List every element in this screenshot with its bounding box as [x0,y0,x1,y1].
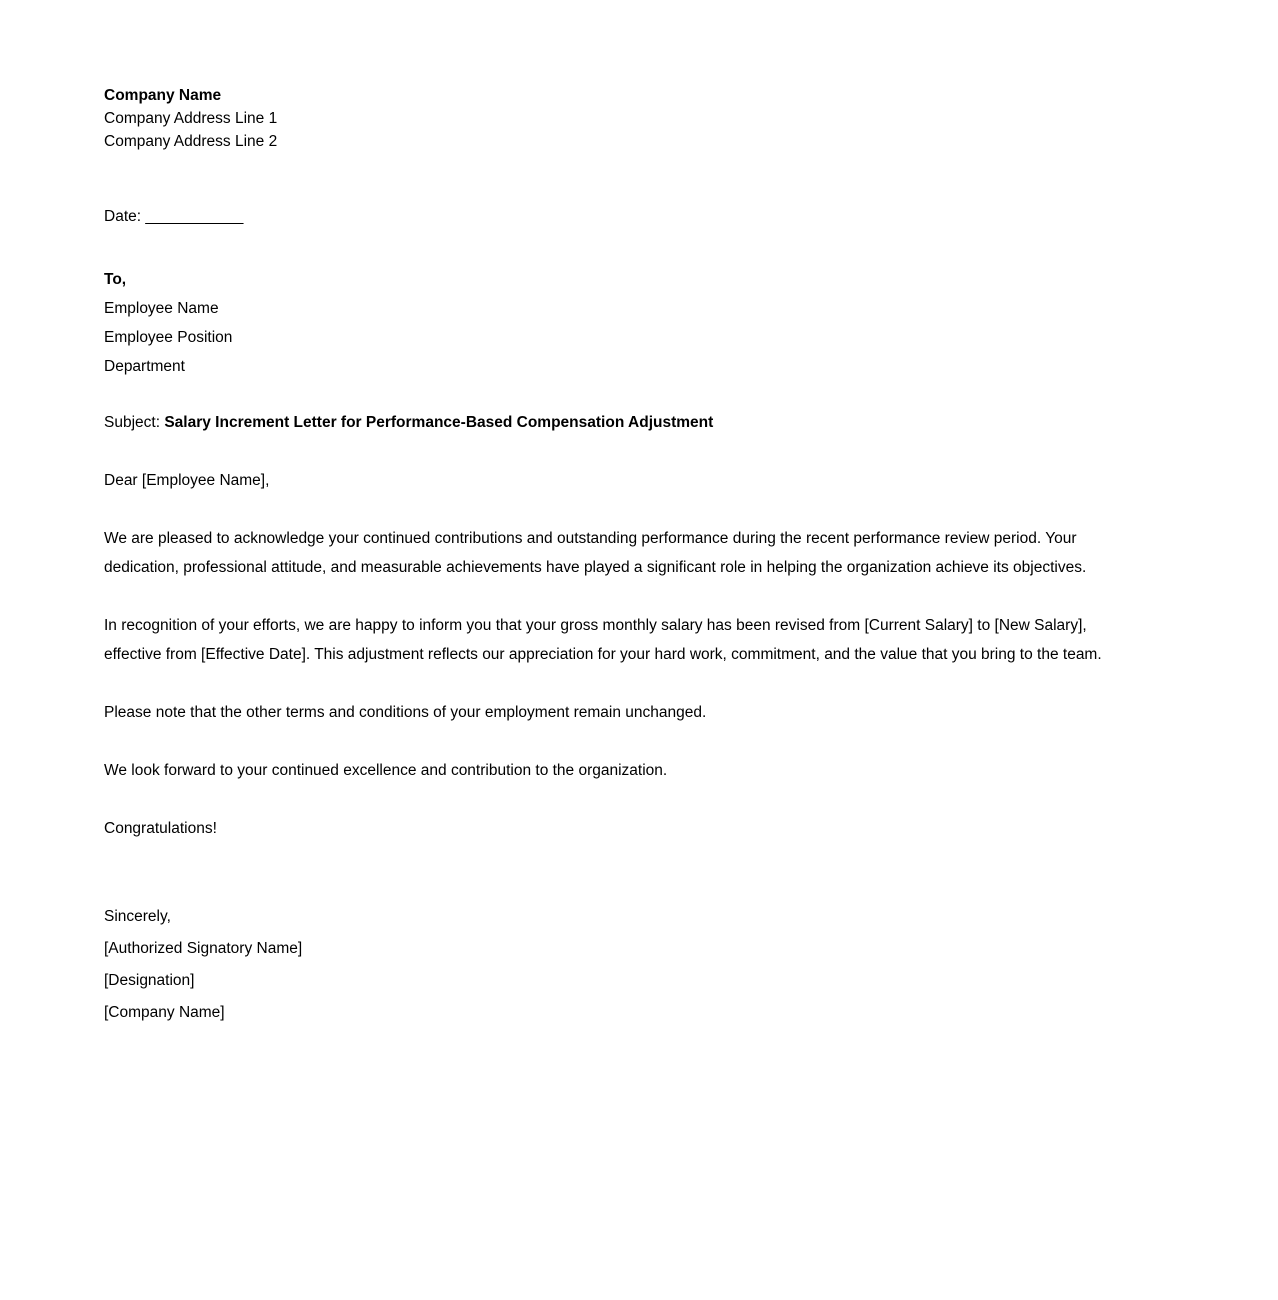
letter-body [104,84,1142,1029]
body-paragraph: We look forward to your continued excellence and contribution to the organization. [104,762,668,779]
body-paragraph: In recognition of your efforts, we are happy to inform you that your gross monthly salary has been revised from [Current Salary] to [New Salary], effective from [Effective Date]. This adjustment reflects our appreciation for your hard work, commitment, and the value that you bring to the team. [104,617,1102,663]
sender-address-line-1: Company Address Line 1 [104,110,278,127]
closing-valediction: Sincerely, [104,908,171,925]
closing-signatory-name: [Authorized Signatory Name] [104,940,303,957]
recipient-block [104,265,1142,381]
body-paragraph: Please note that the other terms and conditions of your employment remain unchanged. [104,704,707,721]
date-blank-rule[interactable]: ____________ [145,208,243,225]
recipient-employee-position: Employee Position [104,329,233,346]
body-paragraph: We are pleased to acknowledge your continued contributions and outstanding performance during the recent performance review period. Your dedication, professional attitude, and measurable achievements have played a significant role in helping the organization achieve its objectives. [104,530,1087,576]
salutation: Dear [Employee Name], [104,472,270,489]
date-label: Date: [104,208,142,225]
sender-address-line-2: Company Address Line 2 [104,133,278,150]
subject-text: Salary Increment Letter for Performance-Based Compensation Adjustment [164,414,714,431]
signature-block [104,901,1142,1029]
recipient-to-label: To, [104,271,127,288]
closing-designation: [Designation] [104,972,195,989]
sender-company-name: Company Name [104,87,222,104]
closing-company-name: [Company Name] [104,1004,225,1021]
recipient-department: Department [104,358,185,375]
date-line [104,205,1142,228]
letter-content [104,466,1142,843]
subject-line [104,408,1142,437]
recipient-employee-name: Employee Name [104,300,219,317]
letterhead-block [104,84,1142,153]
body-paragraph-congratulations: Congratulations! [104,820,217,837]
subject-label: Subject: [104,414,161,431]
